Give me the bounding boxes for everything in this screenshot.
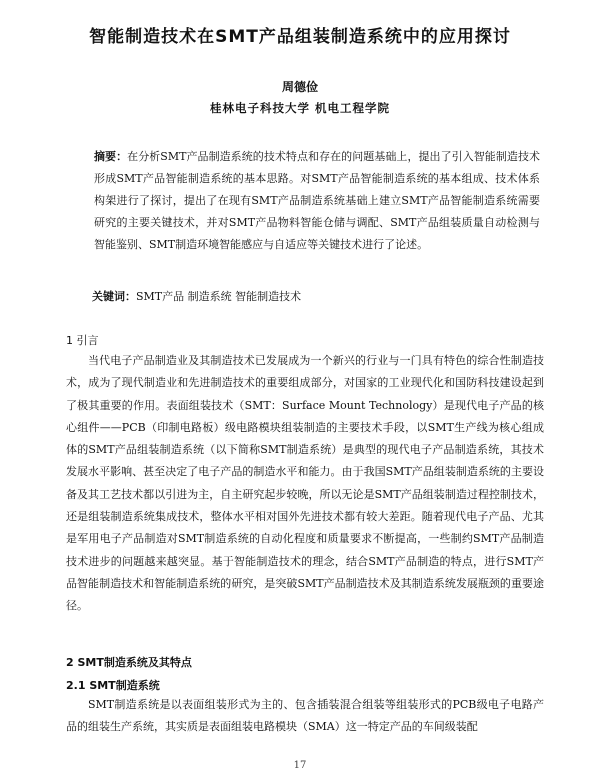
section-2-heading: 2 SMT制造系统及其特点 xyxy=(66,656,192,669)
abstract-label: 摘要： xyxy=(94,150,128,163)
section-2-1-paragraph: SMT制造系统是以表面组装形式为主的、包含插装混合组装等组装形式的PCB级电子电路产品的组装生产系统，其实质是表面组装电路模块（SMA）这一特定产品的车间级装配 xyxy=(66,698,544,734)
author-affiliation: 桂林电子科技大学 机电工程学院 xyxy=(209,101,390,115)
keywords-text: SMT产品 制造系统 智能制造技术 xyxy=(136,290,302,303)
paper-title: 智能制造技术在SMT产品组装制造系统中的应用探讨 xyxy=(89,27,511,47)
section-1-paragraph: 当代电子产品制造业及其制造技术已发展成为一个新兴的行业与一门具有特色的综合性制造技术，成为了现代制造业和先进制造技术的重要组成部分，对国家的工业现代化和国防科技建设起到了极其重要的作用。表面组装技术（SMT：Surface Mount Technology）是现代电子产品的核心组件——PCB（印制电路板）级电路模块组装制造的主要技术手段，以SMT生产线为核心组成体的SMT产品组装制造系统（以下简称SMT制造系统）是典型的现代电子产品制造系统，其技术发展水平影响、甚至决定了电子产品的制造水平和能力。由于我国SMT产品组装制造系统的主要设备及其工艺技术都以引进为主，自主研究起步较晚，所以无论是SMT产品组装制造过程控制技术，还是组装制造系统集成技术，整体水平相对国外先进技术都有较大差距。随着现代电子产品、尤其是军用电子产品制造对SMT制造系统的自动化程度和质量要求不断提高，一些制约SMT产品制造技术进步的问题越来越突显。基于智能制造技术的理念，结合SMT产品制造的特点，进行SMT产品智能制造技术和智能制造系统的研究，是突破SMT产品制造技术及其制造系统发展瓶颈的重要途径。 xyxy=(66,354,544,613)
page-number: 17 xyxy=(293,760,307,771)
keywords-label: 关键词： xyxy=(92,290,136,303)
author-name: 周德俭 xyxy=(281,80,318,94)
abstract xyxy=(94,146,540,256)
section-1-heading: 1 引言 xyxy=(66,334,99,347)
abstract-text: 在分析SMT产品制造系统的技术特点和存在的问题基础上，提出了引入智能制造技术形成SMT产品智能制造系统的基本思路。对SMT产品智能制造系统的基本组成、技术体系构架进行了探讨，提出了在现有SMT产品制造系统基础上建立SMT产品智能制造系统需要研究的主要关键技术，并对SMT产品物料智能仓储与调配、SMT产品组装质量自动检测与智能鉴别、SMT制造环境智能感应与自适应等关键技术进行了论述。 xyxy=(94,150,541,251)
section-2-1-heading: 2.1 SMT制造系统 xyxy=(66,679,160,692)
keywords xyxy=(92,288,538,304)
